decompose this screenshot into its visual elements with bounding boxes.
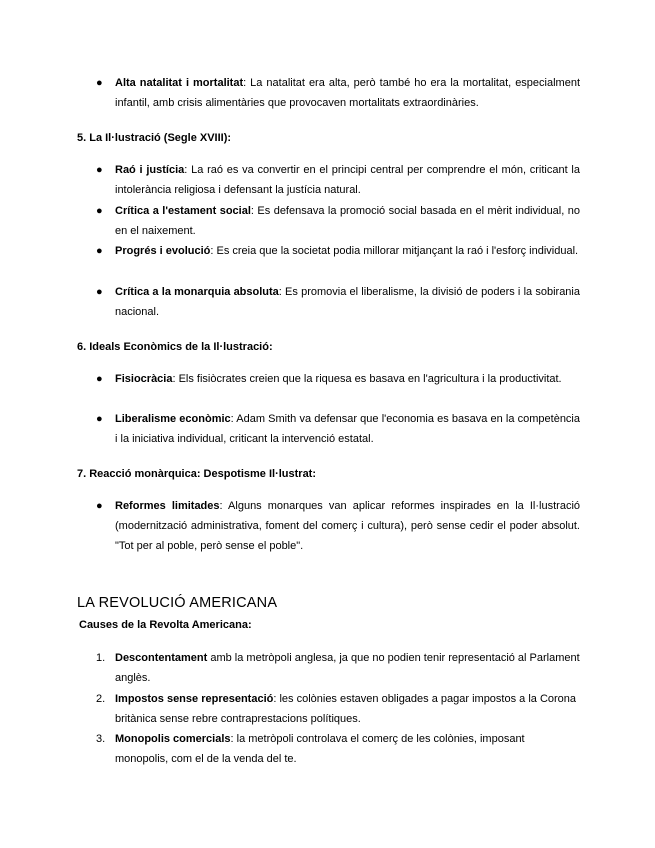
bullet-term: Reformes limitades (115, 500, 220, 512)
bullet-body: : Alguns monarques van aplicar reformes inspirades en la Il·lustració (modernització administrativa, foment del comerç i cultura), però sense cedir el poder absolut. "Tot per al poble, però sense el poble". (115, 500, 581, 552)
bullet-term: Fisiocràcia (115, 373, 173, 385)
item-text (115, 689, 580, 729)
bullet-text (115, 369, 580, 389)
bullet-term: Liberalisme econòmic (115, 413, 231, 425)
bullet-icon: ● (96, 413, 103, 425)
bullet-item (96, 241, 580, 261)
bullet-term: Raó i justícia (115, 164, 185, 176)
bullet-item (96, 369, 580, 389)
item-number: 1. (96, 652, 106, 664)
bullet-item (96, 160, 580, 200)
numbered-item (96, 689, 580, 729)
bullet-text (115, 496, 580, 556)
bullet-body: : Els fisiòcrates creien que la riquesa es basava en l'agricultura i la productivitat. (172, 373, 562, 385)
bullet-icon: ● (96, 373, 103, 385)
bullet-item (96, 496, 580, 556)
bullet-item (96, 409, 580, 449)
item-number: 3. (96, 733, 106, 745)
bullet-item (96, 282, 580, 322)
bullet-icon: ● (96, 245, 103, 257)
item-number: 2. (96, 693, 106, 705)
bullet-body: : Es defensava la promoció social basada en el mèrit individual, no en el naixement. (115, 205, 580, 237)
bullet-text (115, 160, 580, 200)
numbered-item (96, 729, 580, 769)
bullet-icon: ● (96, 500, 103, 512)
item-term: Descontentament (115, 652, 208, 664)
bullet-text (115, 282, 580, 322)
section-heading: 5. La Il·lustració (Segle XVIII): (77, 132, 232, 144)
item-term: Monopolis comercials (115, 733, 231, 745)
item-text (115, 729, 580, 769)
numbered-item (96, 648, 580, 688)
section-heading: 7. Reacció monàrquica: Despotisme Il·lustrat: (77, 468, 317, 480)
item-term: Impostos sense representació (115, 693, 274, 705)
bullet-body: : La raó es va convertir en el principi central per comprendre el món, criticant la intolerància religiosa i defensant la justícia natural. (115, 164, 580, 196)
bullet-item (96, 201, 580, 241)
bullet-icon: ● (96, 286, 103, 298)
bullet-text (115, 409, 580, 449)
bullet-text (115, 201, 580, 241)
bullet-body: : Es promovia el liberalisme, la divisió de poders i la sobirania nacional. (115, 286, 580, 318)
bullet-body: : La natalitat era alta, però també ho era la mortalitat, especialment infantil, amb crisis alimentàries que provocaven mortalitats extraordinàries. (115, 77, 581, 109)
bullet-text (115, 73, 580, 113)
bullet-icon: ● (96, 77, 103, 89)
item-body: amb la metròpoli anglesa, ja que no podien tenir representació al Parlament anglès. (115, 652, 580, 684)
bullet-term: Progrés i evolució (115, 245, 211, 257)
bullet-icon: ● (96, 164, 103, 176)
item-body: : les colònies estaven obligades a pagar impostos a la Corona britànica sense rebre contraprestacions polítiques. (115, 693, 577, 725)
bullet-text (115, 241, 580, 261)
section-heading: 6. Ideals Econòmics de la Il·lustració: (77, 341, 273, 353)
bullet-icon: ● (96, 205, 103, 217)
bullet-body: : Adam Smith va defensar que l'economia es basava en la competència i la iniciativa individual, criticant la intervenció estatal. (115, 413, 580, 445)
bullet-body: : Es creia que la societat podia millorar mitjançant la raó i l'esforç individual. (210, 245, 579, 257)
section-title: LA REVOLUCIÓ AMERICANA (77, 595, 278, 611)
item-text (115, 648, 580, 688)
bullet-item (96, 73, 580, 113)
section-subheading: Causes de la Revolta Americana: (79, 619, 252, 631)
bullet-term: Crítica a la monarquia absoluta (115, 286, 279, 298)
bullet-term: Alta natalitat i mortalitat (115, 77, 244, 89)
bullet-term: Crítica a l'estament social (115, 205, 251, 217)
item-body: : la metròpoli controlava el comerç de les colònies, imposant monopolis, com el de la venda del te. (115, 733, 525, 765)
